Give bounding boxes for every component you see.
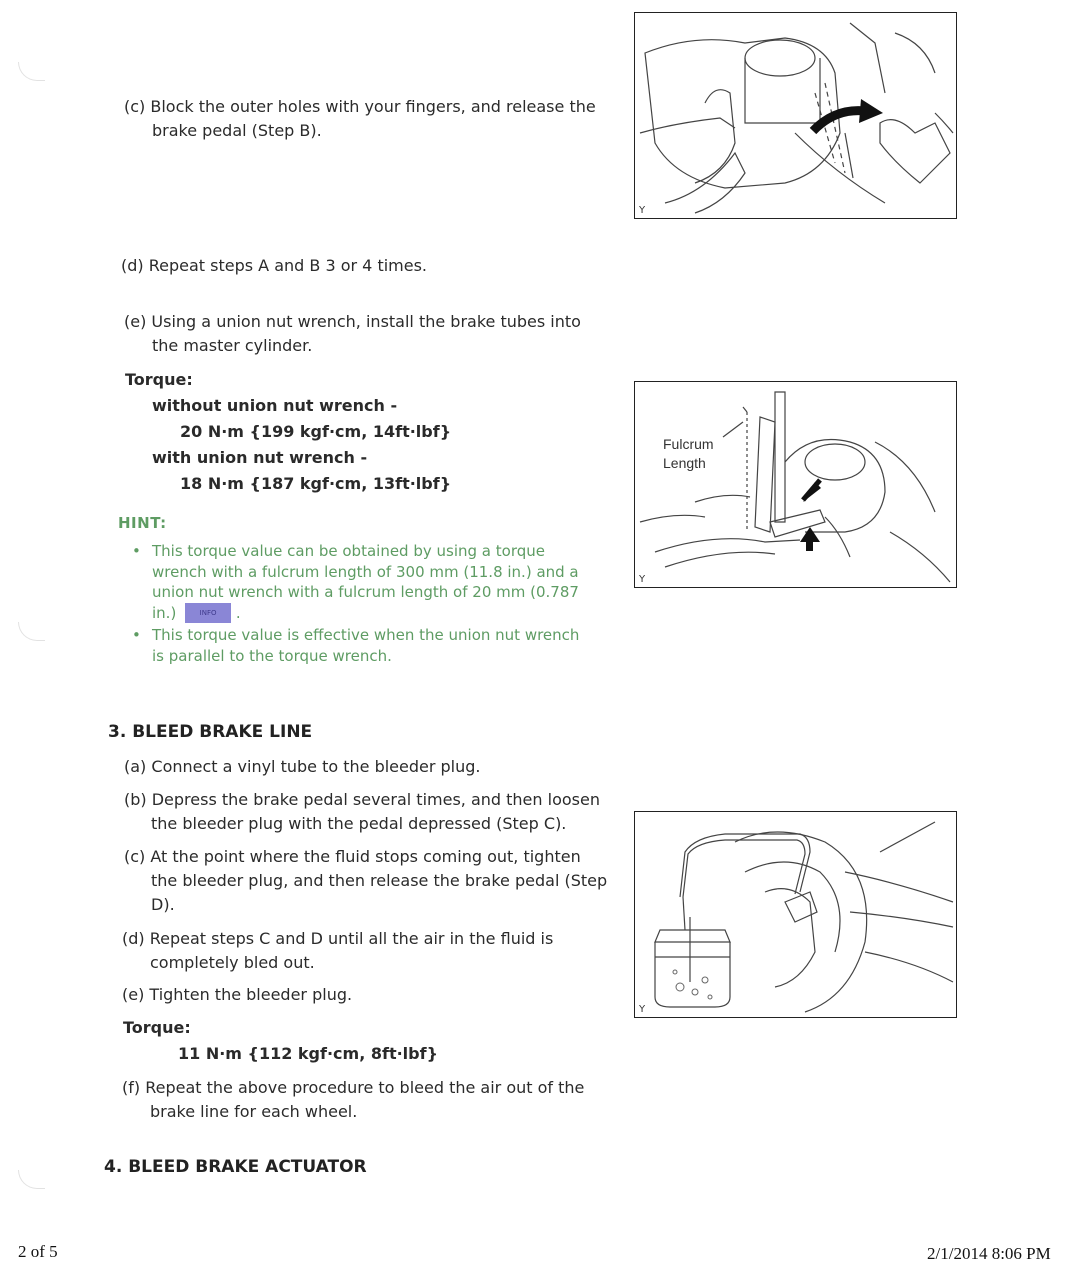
bleeder-bottle-illustration — [635, 812, 956, 1017]
step-3f: (f) Repeat the above procedure to bleed the air out of the brake line for each wheel. — [122, 1078, 585, 1121]
scan-artifact — [18, 62, 45, 81]
section-3-heading: 3. BLEED BRAKE LINE — [108, 722, 313, 742]
bullet-dot: • — [132, 542, 141, 560]
scan-artifact — [18, 1170, 45, 1189]
print-datetime: 2/1/2014 8:06 PM — [927, 1244, 1051, 1263]
master-cylinder-illustration — [635, 13, 956, 218]
step-3a: (a) Connect a vinyl tube to the bleeder plug. — [124, 757, 481, 776]
torque-heading: Torque: — [125, 370, 193, 389]
scan-artifact — [18, 622, 45, 641]
page-number: 2 of 5 — [18, 1242, 58, 1261]
step-3b: (b) Depress the brake pedal several times, and then loosen the bleeder plug with the pedal depressed (Step C). — [124, 790, 600, 833]
hint-bullet-2: • This torque value is effective when the union nut wrench is parallel to the torque wrench. — [132, 626, 580, 665]
fulcrum-label: Fulcrum — [663, 436, 714, 452]
step-3c: (c) At the point where the fluid stops coming out, tighten the bleeder plug, and then release the brake pedal (Step D). — [124, 847, 608, 914]
torque-wrench-illustration — [635, 382, 956, 587]
bullet-dot: • — [132, 626, 141, 644]
step-e-install-tubes: (e) Using a union nut wrench, install the brake tubes into the master cylinder. — [124, 312, 581, 355]
hint-heading: HINT: — [118, 514, 167, 532]
step-c-block-holes: (c) Block the outer holes with your fingers, and release the brake pedal (Step B). — [124, 97, 596, 140]
figure2-corner-mark: Y — [639, 574, 646, 585]
step-3e: (e) Tighten the bleeder plug. — [122, 985, 353, 1004]
figure3-corner-mark: Y — [639, 1004, 646, 1015]
figure-bleeder-tube — [634, 811, 957, 1018]
torque-with-value: 18 N·m {187 kgf·cm, 13ft·lbf} — [180, 474, 452, 493]
torque-without-value: 20 N·m {199 kgf·cm, 14ft·lbf} — [180, 422, 452, 441]
torque-with-label: with union nut wrench - — [152, 448, 368, 467]
torque2-value: 11 N·m {112 kgf·cm, 8ft·lbf} — [178, 1044, 438, 1063]
figure1-corner-mark: Y — [639, 205, 646, 216]
hint-bullet-1: • This torque value can be obtained by using a torque wrench with a fulcrum length of 300 mm (11.8 in.) and a union nut wrench with a fulcrum length of 20 mm (0.787 in.) INFO . — [132, 542, 579, 622]
step-3d: (d) Repeat steps C and D until all the air in the fluid is completely bled out. — [122, 929, 554, 972]
torque-without-label: without union nut wrench - — [152, 396, 398, 415]
length-label: Length — [663, 455, 706, 471]
torque2-heading: Torque: — [123, 1018, 191, 1037]
figure-fulcrum-length — [634, 381, 957, 588]
figure-master-cylinder-fingers — [634, 12, 957, 219]
section-4-heading: 4. BLEED BRAKE ACTUATOR — [104, 1157, 367, 1177]
info-link-button[interactable]: INFO — [185, 603, 231, 623]
step-d-repeat: (d) Repeat steps A and B 3 or 4 times. — [121, 256, 428, 275]
